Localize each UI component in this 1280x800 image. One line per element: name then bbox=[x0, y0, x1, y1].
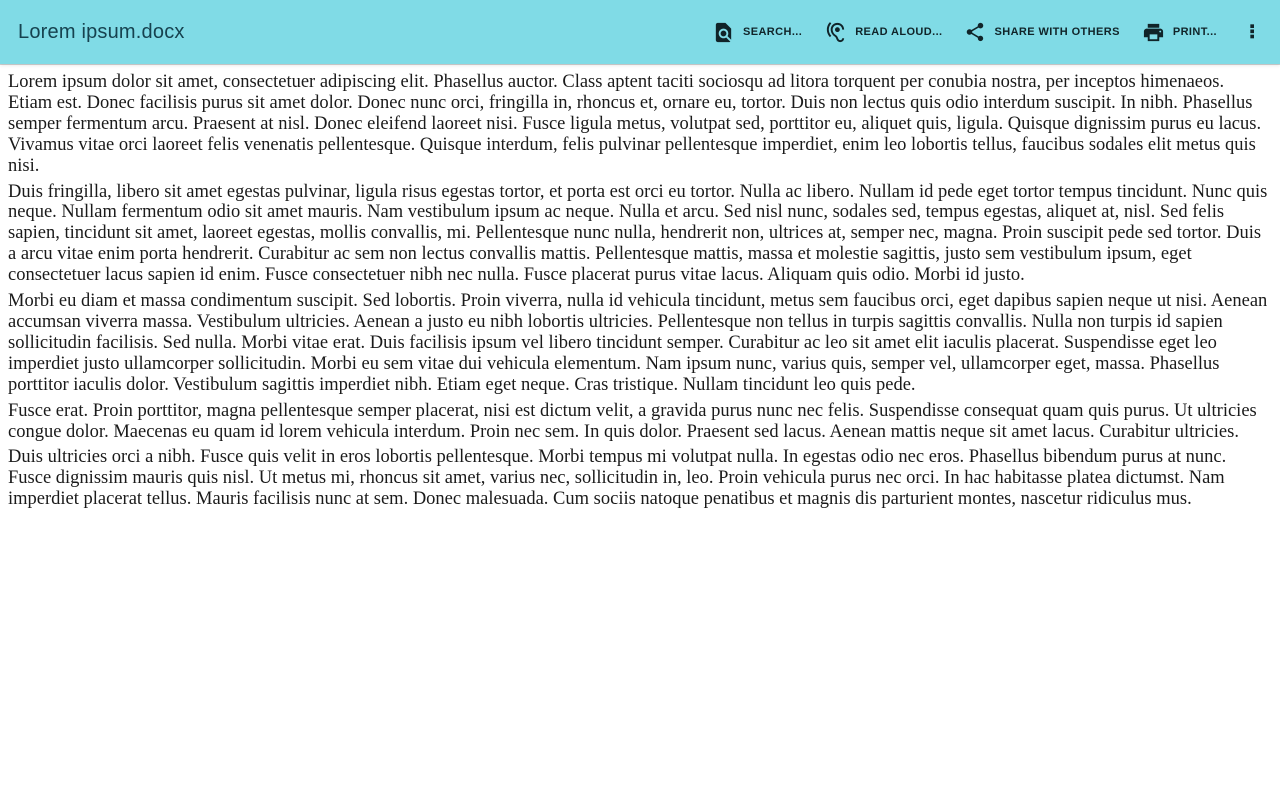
appbar-actions bbox=[701, 12, 1268, 53]
more-vert-icon bbox=[1242, 20, 1262, 45]
paragraph: Morbi eu diam et massa condimentum suscipit. Sed lobortis. Proin viverra, nulla id vehicula tincidunt, metus sem faucibus orci, eget dapibus sapien neque ut nisi. Aenean accumsan viverra massa. Vestibulum ultricies. Aenean a justo eu nibh lobortis ultricies. Pellentesque non tellus in turpis sagittis convallis. Nulla non turpis id sapien sollicitudin facilisis. Sed nulla. Morbi vitae erat. Duis facilisis ipsum vel libero tincidunt semper. Curabitur ac leo sit amet elit iaculis placerat. Suspendisse eget leo imperdiet justo ullamcorper sollicitudin. Morbi eu sem vitae dui vehicula elementum. Nam ipsum nunc, varius quis, semper vel, ullamcorper eget, massa. Phasellus porttitor iaculis dolor. Vestibulum sagittis imperdiet nibh. Etiam eget neque. Cras tristique. Nullam tincidunt leo quis pede. bbox=[8, 291, 1268, 395]
paragraph: Duis fringilla, libero sit amet egestas pulvinar, ligula risus egestas tortor, et porta est orci eu tortor. Nulla ac libero. Nullam id pede eget tortor tempus tincidunt. Nunc quis neque. Nullam fermentum odio sit amet mauris. Nam vestibulum ipsum ac neque. Nulla et arcu. Sed nisl nunc, sodales sed, tempus egestas, aliquet at, nisl. Sed felis sapien, tincidunt sit amet, laoreet egestas, mollis convallis, mi. Pellentesque nunc nulla, hendrerit non, ultrices at, semper nec, magna. Proin suscipit pede sed tortor. Duis a arcu vitae enim porta hendrerit. Curabitur ac sem non lectus convallis mattis. Pellentesque mattis, massa et molestie sagittis, justo sem vestibulum ipsum, eget consectetuer lacus sapien id enim. Fusce consectetuer nibh nec nulla. Fusce placerat purus vitae lacus. Aliquam quis odio. Morbi id justo. bbox=[8, 181, 1268, 286]
search-button[interactable] bbox=[701, 13, 813, 52]
share-icon bbox=[964, 21, 986, 43]
read-aloud-button[interactable] bbox=[813, 13, 953, 52]
paragraph: Lorem ipsum dolor sit amet, consectetuer adipiscing elit. Phasellus auctor. Class aptent taciti sociosqu ad litora torquent per conubia nostra, per inceptos himenaeos. Etiam est. Donec facilisis purus sit amet dolor. Donec nunc orci, fringilla in, rhoncus et, ornare eu, tortor. Duis non lectus quis odio interdum suscipit. In nibh. Phasellus semper fermentum arcu. Praesent at nisl. Donec eleifend laoreet nisi. Fusce ligula metus, volutpat sed, porttitor eu, aliquet quis, ligula. Quisque dignissim purus eu lacus. Vivamus vitae orci laoreet felis venenatis pellentesque. Quisque interdum, felis pulvinar pellentesque imperdiet, enim leo lobortis tellus, faucibus sodales elit metus quis nisi. bbox=[8, 72, 1262, 176]
app-bar bbox=[0, 0, 1280, 64]
paragraph: Duis ultricies orci a nibh. Fusce quis velit in eros lobortis pellentesque. Morbi tempus mi volutpat nulla. In egestas odio nec eros. Phasellus bibendum purus at nunc. Fusce dignissim mauris quis nisl. Ut metus mi, rhoncus sit amet, varius nec, sollicitudin in, leo. Proin vehicula purus nec orci. In hac habitasse platea dictumst. Nam imperdiet placerat tellus. Mauris facilisis nunc at sem. Donec malesuada. Cum sociis natoque penatibus et magnis dis parturient montes, nascetur ridiculus mus. bbox=[8, 447, 1227, 510]
print-button-label: PRINT... bbox=[1172, 26, 1217, 38]
overflow-menu-button[interactable] bbox=[1236, 12, 1268, 53]
hearing-icon bbox=[824, 21, 847, 44]
printer-icon bbox=[1142, 21, 1165, 44]
share-button[interactable] bbox=[953, 13, 1130, 51]
share-button-label: SHARE WITH OTHERS bbox=[994, 26, 1120, 38]
print-button[interactable] bbox=[1131, 13, 1228, 52]
read-aloud-button-label: READ ALOUD... bbox=[855, 26, 943, 38]
document-body bbox=[0, 64, 1280, 510]
paragraph: Fusce erat. Proin porttitor, magna pellentesque semper placerat, nisi est dictum velit, a gravida purus nunc nec felis. Suspendisse consequat quam quis purus. Ut ultricies congue dolor. Maecenas eu quam id lorem vehicula interdum. Proin nec sem. In quis dolor. Praesent sed lacus. Aenean mattis neque sit amet lacus. Curabitur ultricies. bbox=[8, 400, 1257, 442]
document-title: Lorem ipsum.docx bbox=[18, 20, 185, 43]
search-button-label: SEARCH... bbox=[742, 26, 803, 38]
find-in-page-icon bbox=[712, 21, 735, 44]
